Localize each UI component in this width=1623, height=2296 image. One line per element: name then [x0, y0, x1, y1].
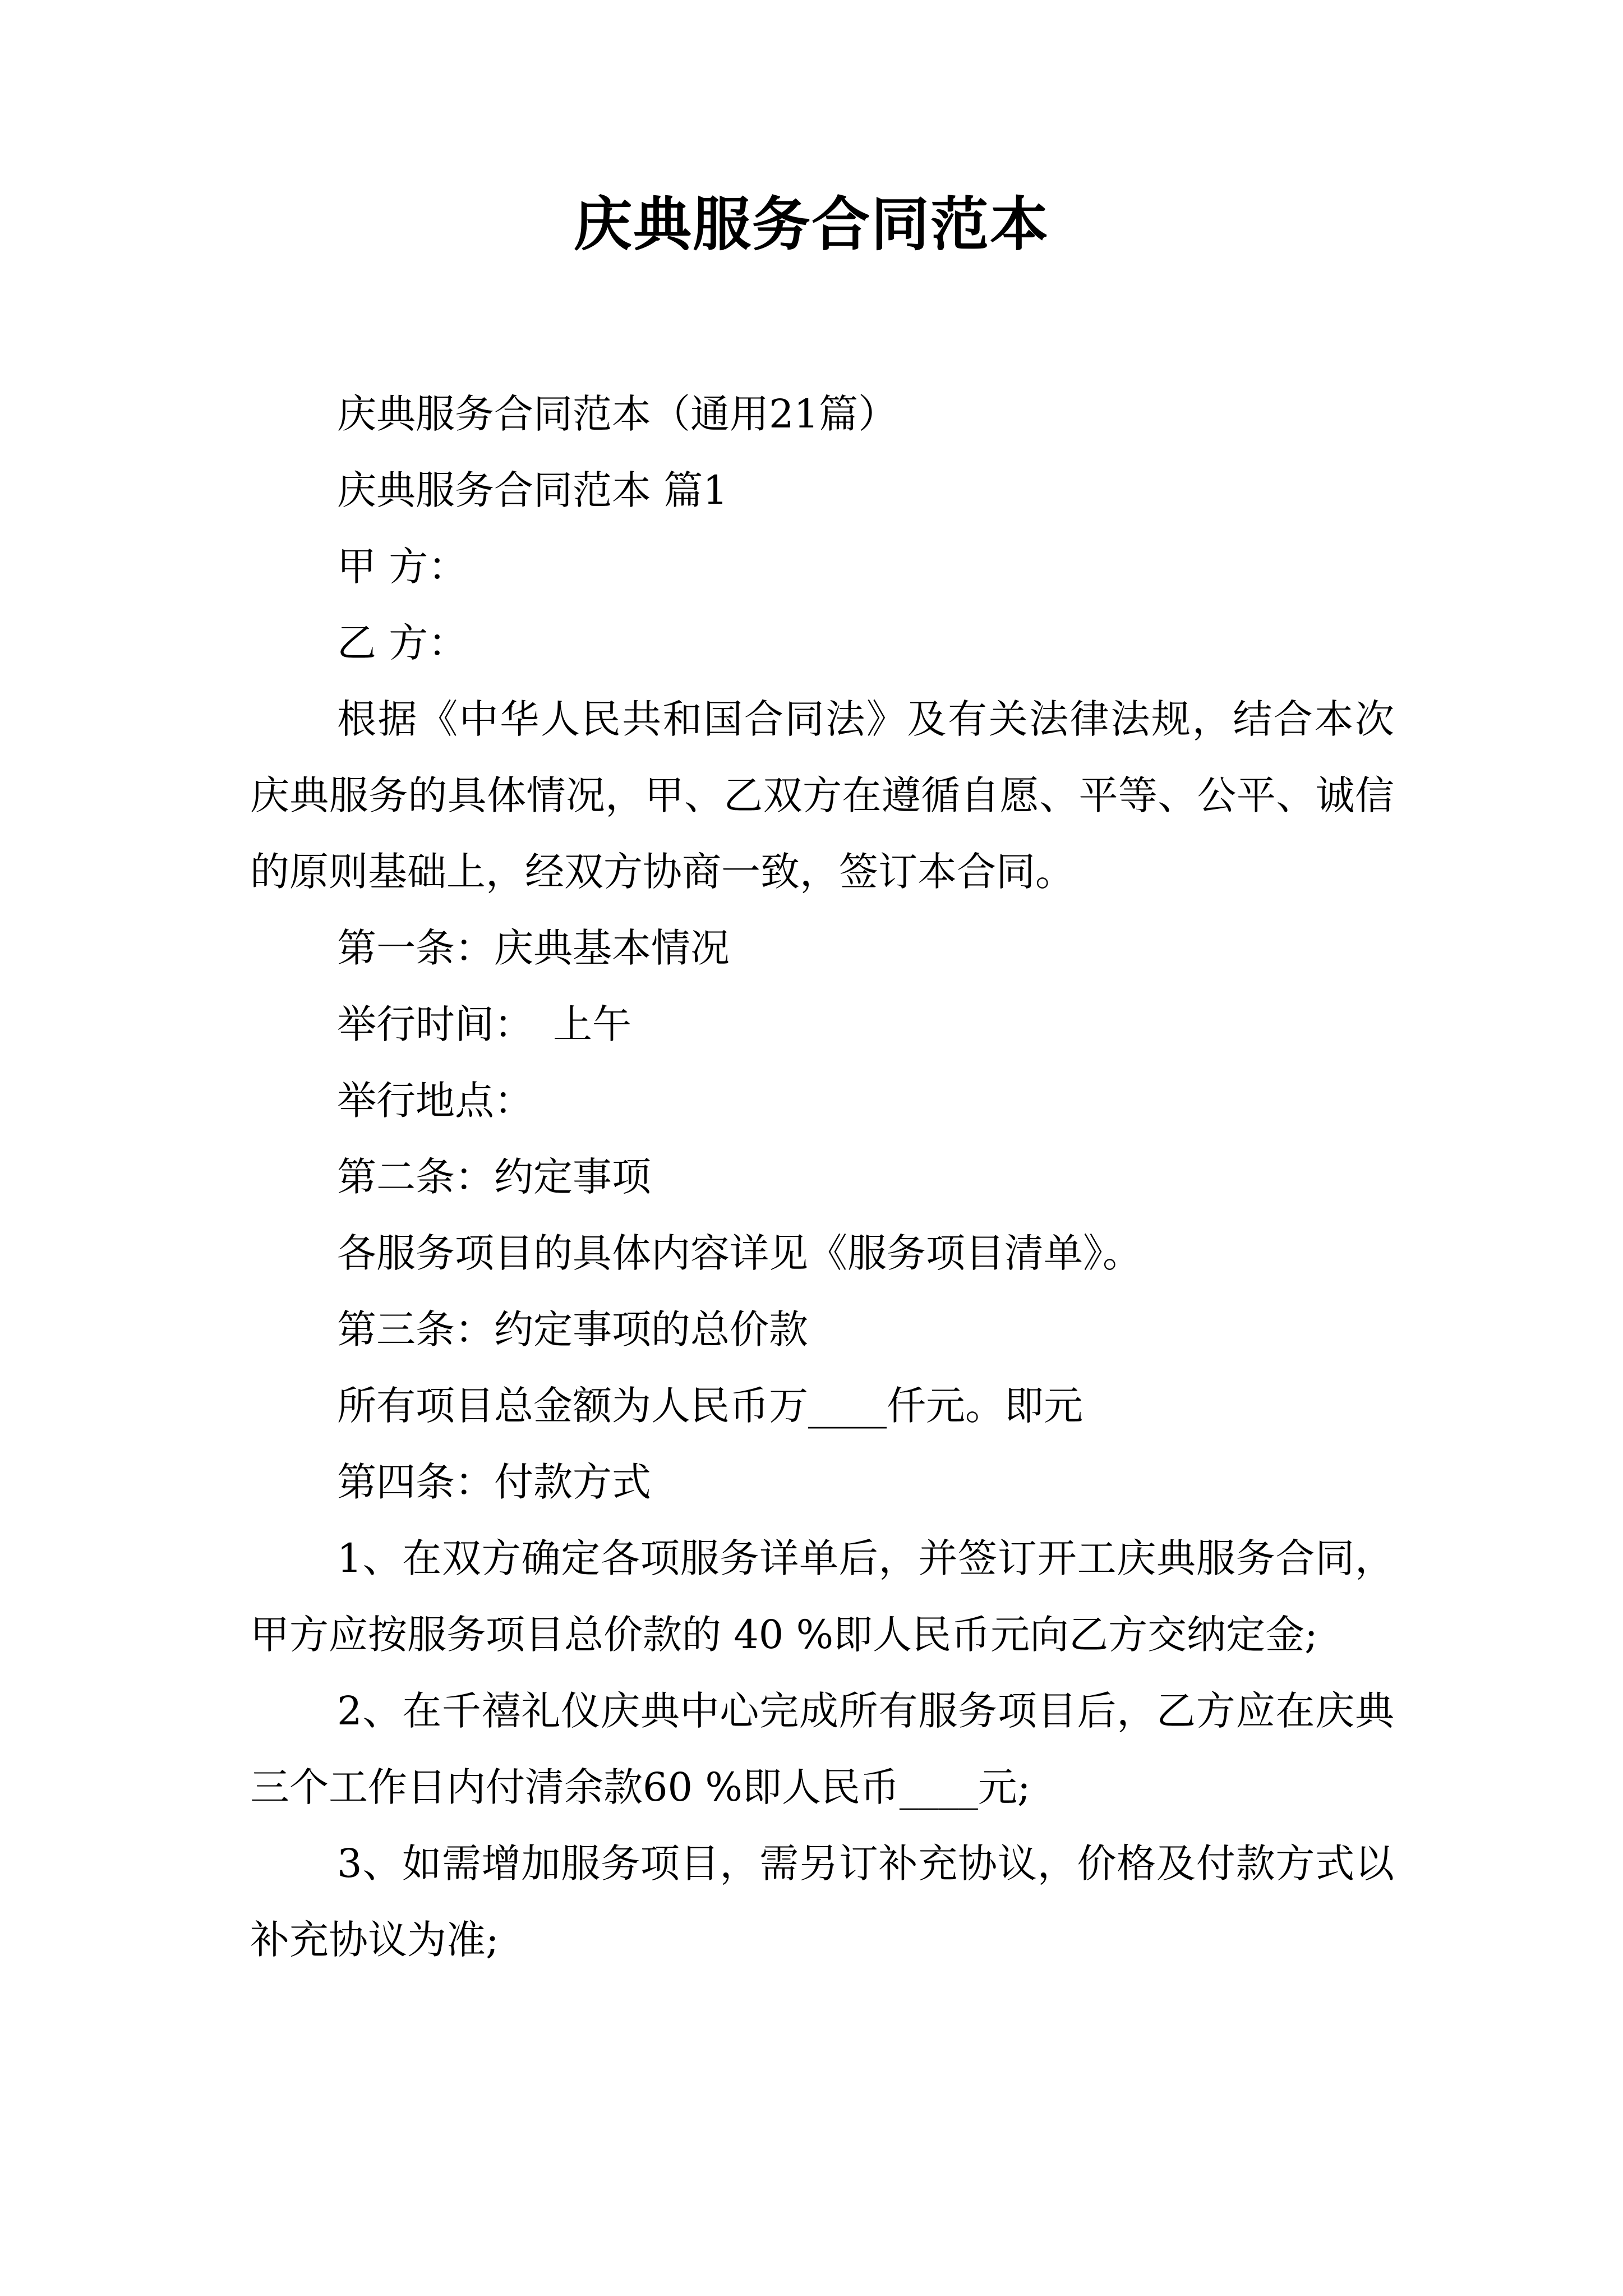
paragraph-service-list: 各服务项目的具体内容详见《服务项目清单》。	[337, 1230, 1142, 1276]
paragraph-payment-3: 3、如需增加服务项目，需另订补充协议，价格及付款方式以补充协议为准;	[250, 1841, 1394, 1963]
paragraph-article-1: 第一条：庆典基本情况	[337, 925, 730, 971]
document-body	[250, 376, 1394, 1978]
paragraph-section-heading: 庆典服务合同范本 篇1	[337, 467, 728, 513]
paragraph-payment-2: 2、在千禧礼仪庆典中心完成所有服务项目后，乙方应在庆典三个工作日内付清余款60 %即人民币____元;	[250, 1688, 1394, 1810]
paragraph-article-2: 第二条：约定事项	[337, 1154, 651, 1200]
paragraph-time: 举行时间： 上午	[337, 1001, 631, 1047]
paragraph-preamble: 根据《中华人民共和国合同法》及有关法律法规，结合本次庆典服务的具体情况，甲、乙双方在遵循自愿、平等、公平、诚信的原则基础上，经双方协商一致，签订本合同。	[250, 696, 1394, 895]
paragraph-party-a: 甲 方：	[337, 544, 468, 590]
document-title: 庆典服务合同范本	[573, 190, 1049, 259]
paragraph-payment-1: 1、在双方确定各项服务详单后，并签订开工庆典服务合同，甲方应按服务项目总价款的 40 %即人民币元向乙方交纳定金;	[250, 1535, 1394, 1658]
paragraph-place: 举行地点：	[337, 1078, 533, 1124]
paragraph-subtitle: 庆典服务合同范本（通用21篇）	[337, 391, 898, 437]
paragraph-party-b: 乙 方：	[337, 620, 468, 666]
paragraph-total-amount: 所有项目总金额为人民币万____仟元。即元	[337, 1383, 1083, 1429]
paragraph-article-3: 第三条：约定事项的总价款	[337, 1306, 808, 1352]
paragraph-article-4: 第四条：付款方式	[337, 1459, 651, 1505]
